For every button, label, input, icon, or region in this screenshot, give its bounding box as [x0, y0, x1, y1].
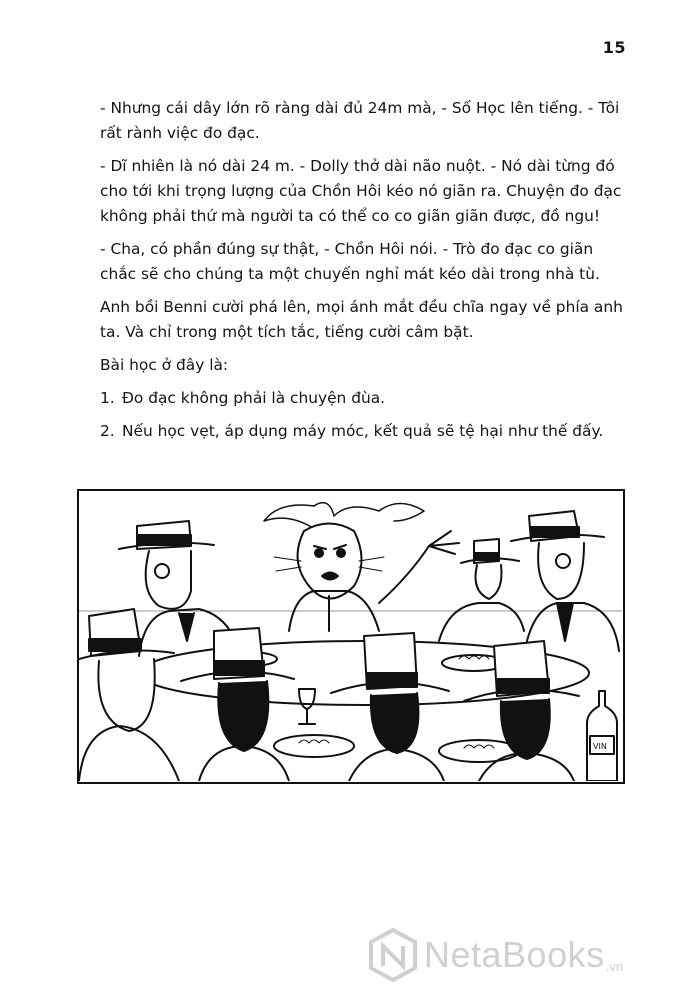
list-item — [100, 419, 630, 444]
watermark-suffix: .vn — [605, 959, 623, 974]
angry-woman-figure — [264, 503, 459, 631]
paragraph: Anh bồi Benni cười phá lên, mọi ánh mắt đều chĩa ngay về phía anh ta. Và chỉ trong một tích tắc, tiếng cười câm bặt. — [100, 298, 623, 341]
lesson-list — [100, 386, 630, 444]
watermark-brand: NetaBooks — [424, 934, 605, 975]
dinner-table-illustration — [77, 489, 625, 784]
list-number: 2. — [100, 422, 115, 440]
list-number: 1. — [100, 389, 115, 407]
paragraph: - Nhưng cái dây lớn rõ ràng dài đủ 24m mà, - Số Học lên tiếng. - Tôi rất rành việc đo đạc. — [100, 99, 620, 142]
paragraph: Bài học ở đây là: — [100, 356, 229, 374]
list-item — [100, 386, 630, 411]
illustration-drawing — [79, 491, 622, 781]
bottle-label: VIN — [593, 742, 607, 751]
body-text — [100, 96, 630, 452]
watermark — [368, 926, 623, 984]
small-man-figure — [439, 539, 524, 641]
paragraph: - Cha, có phần đúng sự thật, - Chồn Hôi nói. - Trò đo đạc co giãn chắc sẽ cho chúng ta một chuyến nghỉ mát kéo dài trong nhà tù. — [100, 240, 600, 283]
foreground-left-man — [79, 609, 179, 781]
list-text: Nếu học vẹt, áp dụng máy móc, kết quả sẽ tệ hại như thế đấy. — [122, 422, 604, 440]
list-text: Đo đạc không phải là chuyện đùa. — [122, 389, 386, 407]
back-right-man-figure — [511, 511, 619, 656]
netabooks-logo-icon — [368, 928, 418, 982]
page-number: 15 — [602, 38, 626, 57]
paragraph: - Dĩ nhiên là nó dài 24 m. - Dolly thở dài não nuột. - Nó dài từng đó cho tới khi trọng lượng của Chồn Hôi kéo nó giãn ra. Chuyện đo đạc không phải thứ mà người ta có thể co co giãn giãn được, đồ ngu! — [100, 157, 622, 225]
